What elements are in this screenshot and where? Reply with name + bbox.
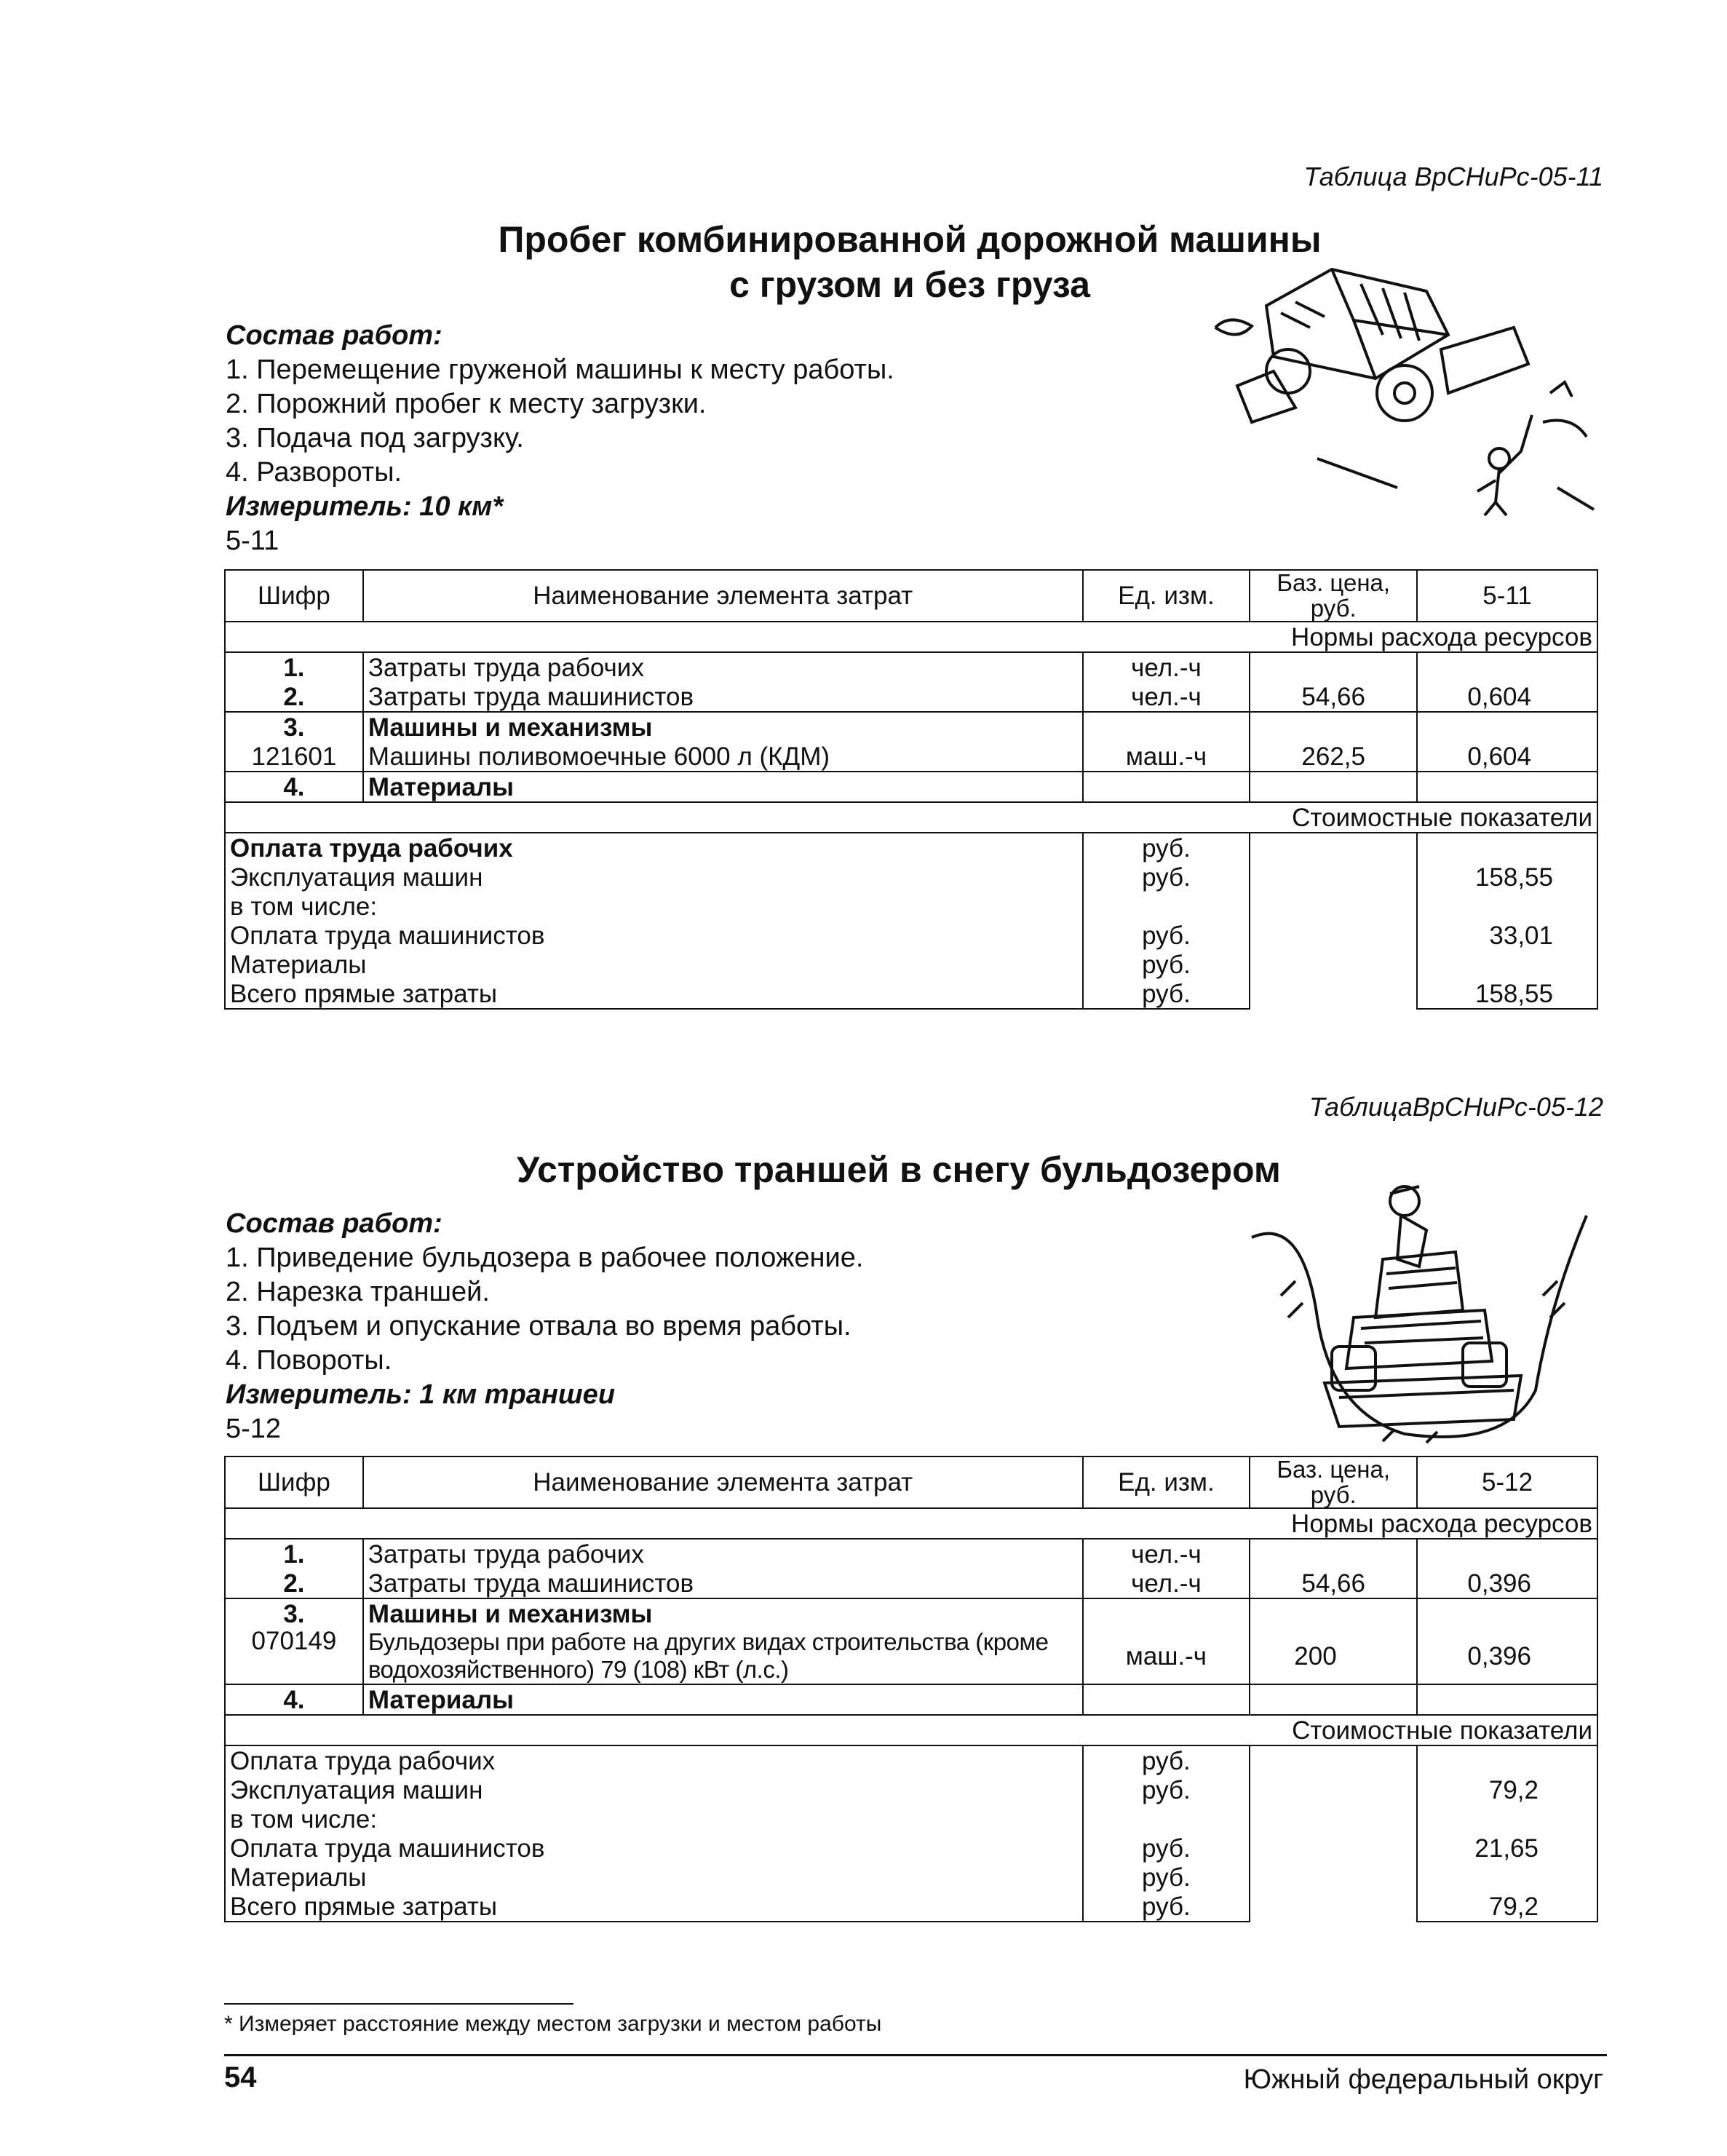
cost-unit: руб. <box>1083 1775 1250 1804</box>
meter-05-12: Измеритель: 1 км траншеи <box>226 1379 616 1410</box>
header-price: Баз. цена, руб. <box>1250 1457 1417 1508</box>
table-ref-05-11: Таблица ВрСНиРс-05-11 <box>1303 162 1603 191</box>
step-05-12-4: 4. Повороты. <box>226 1345 392 1376</box>
cost-unit: руб. <box>1083 921 1250 950</box>
table-ref-05-12: ТаблицаВрСНиРс-05-12 <box>1309 1092 1603 1122</box>
step-05-11-4: 4. Развороты. <box>226 457 402 488</box>
row-price: 262,5 <box>1250 742 1417 772</box>
table-row <box>225 682 1597 712</box>
cost-name: Всего прямые затраты <box>225 979 1083 1009</box>
title-05-11-line2: с грузом и без груза <box>729 264 1090 305</box>
title-05-12: Устройство траншей в снегу бульдозером <box>517 1149 1281 1190</box>
cost-name: Материалы <box>225 1863 1083 1892</box>
page-number: 54 <box>224 2061 257 2093</box>
header-name: Наименование элемента затрат <box>363 570 1083 622</box>
cost-name: Оплата труда машинистов <box>225 1834 1083 1863</box>
meter-05-11: Измеритель: 10 км* <box>226 491 504 522</box>
cost-unit: руб. <box>1083 833 1250 863</box>
composition-label-05-12: Состав работ: <box>226 1208 442 1239</box>
cost-unit: руб. <box>1083 1745 1250 1775</box>
row-name: Затраты труда машинистов <box>363 1569 1083 1598</box>
header-unit: Ед. изм. <box>1083 1457 1250 1508</box>
cost-unit: руб. <box>1083 950 1250 979</box>
table-row <box>225 1569 1597 1598</box>
row-price: 54,66 <box>1250 682 1417 712</box>
table-row <box>225 1628 1597 1684</box>
cost-value: 79,2 <box>1417 1775 1597 1804</box>
norms-label-row <box>225 1508 1597 1539</box>
row-value: 0,396 <box>1417 1628 1597 1684</box>
cost-row <box>225 833 1597 863</box>
cost-label: Стоимостные показатели <box>225 1715 1597 1745</box>
row-unit: маш.-ч <box>1083 742 1250 772</box>
table-row <box>225 1684 1597 1715</box>
cost-unit: руб. <box>1083 1892 1250 1922</box>
row-num: 4. <box>225 1684 363 1715</box>
row-value: 0,396 <box>1417 1569 1597 1598</box>
header-norm: 5-12 <box>1417 1457 1597 1508</box>
step-05-12-2: 2. Нарезка траншей. <box>226 1277 490 1307</box>
composition-label-05-11: Состав работ: <box>226 320 442 351</box>
title-05-11-line1: Пробег комбинированной дорожной машины <box>498 219 1322 260</box>
cost-unit: руб. <box>1083 1834 1250 1863</box>
row-name: Машины и механизмы <box>363 712 1083 742</box>
cost-value: 79,2 <box>1417 1892 1597 1922</box>
cost-name: Оплата труда рабочих <box>225 833 1083 863</box>
step-05-11-1: 1. Перемещение груженой машины к месту работы. <box>226 354 894 385</box>
row-num: 4. <box>225 772 363 802</box>
road-machine-illustration <box>1208 240 1601 517</box>
cost-label-row <box>225 802 1597 833</box>
step-05-12-3: 3. Подъем и опускание отвала во время работы. <box>226 1311 851 1341</box>
footer-rule <box>224 2054 1607 2056</box>
cost-name: Всего прямые затраты <box>225 1892 1083 1922</box>
table-row <box>225 1598 1597 1628</box>
region-name: Южный федеральный округ <box>1243 2064 1603 2095</box>
row-unit: чел.-ч <box>1083 1569 1250 1598</box>
table-row <box>225 712 1597 742</box>
cost-value: 21,65 <box>1417 1834 1597 1863</box>
step-05-11-3: 3. Подача под загрузку. <box>226 423 524 453</box>
cost-unit: руб. <box>1083 863 1250 892</box>
row-name: Материалы <box>363 1684 1083 1715</box>
row-value <box>1417 652 1597 682</box>
code-05-11: 5-11 <box>226 526 279 556</box>
row-value: 0,604 <box>1417 742 1597 772</box>
row-unit: чел.-ч <box>1083 682 1250 712</box>
row-unit: чел.-ч <box>1083 652 1250 682</box>
table-row <box>225 772 1597 802</box>
cost-value: 33,01 <box>1417 921 1597 950</box>
table-header-row <box>225 570 1597 622</box>
cost-unit: руб. <box>1083 1863 1250 1892</box>
row-name: Затраты труда машинистов <box>363 682 1083 712</box>
row-num: 2. <box>225 682 363 712</box>
row-unit: чел.-ч <box>1083 1539 1250 1569</box>
table-row <box>225 652 1597 682</box>
cost-unit: руб. <box>1083 979 1250 1009</box>
row-name: Бульдозеры при работе на других видах строительства (кроме водохозяйственного) 79 (108) кВт (л.с.) <box>363 1628 1083 1684</box>
header-norm: 5-11 <box>1417 570 1597 622</box>
row-num: 1. <box>225 652 363 682</box>
header-cipher: Шифр <box>225 1457 363 1508</box>
header-name: Наименование элемента затрат <box>363 1457 1083 1508</box>
cost-name: Материалы <box>225 950 1083 979</box>
step-05-11-2: 2. Порожний пробег к месту загрузки. <box>226 389 707 419</box>
step-05-12-1: 1. Приведение бульдозера в рабочее положение. <box>226 1243 864 1273</box>
row-value: 0,604 <box>1417 682 1597 712</box>
cost-name: в том числе: <box>225 1804 1083 1834</box>
cost-value: 158,55 <box>1417 863 1597 892</box>
cost-name: Эксплуатация машин <box>225 863 1083 892</box>
cost-name: Эксплуатация машин <box>225 1775 1083 1804</box>
norms-label-row <box>225 622 1597 652</box>
norms-table-05-12 <box>224 1456 1598 1922</box>
footnote-rule <box>224 2003 573 2005</box>
row-price <box>1250 1539 1417 1569</box>
row-name: Затраты труда рабочих <box>363 652 1083 682</box>
table-row <box>225 742 1597 772</box>
cost-row <box>225 1745 1597 1775</box>
row-value <box>1417 1539 1597 1569</box>
cost-name: в том числе: <box>225 892 1083 921</box>
row-price <box>1250 652 1417 682</box>
cost-value <box>1417 833 1597 863</box>
row-num: 2. <box>225 1569 363 1598</box>
row-name: Машины и механизмы <box>363 1598 1083 1628</box>
row-num: 1. <box>225 1539 363 1569</box>
header-unit: Ед. изм. <box>1083 570 1250 622</box>
header-cipher: Шифр <box>225 570 363 622</box>
table-header-row <box>225 1457 1597 1508</box>
row-name: Материалы <box>363 772 1083 802</box>
norms-label: Нормы расхода ресурсов <box>225 1508 1597 1539</box>
row-price: 200 <box>1250 1628 1417 1684</box>
cost-name: Оплата труда рабочих <box>225 1745 1083 1775</box>
norms-label: Нормы расхода ресурсов <box>225 622 1597 652</box>
cost-value <box>1417 1745 1597 1775</box>
footnote: * Измеряет расстояние между местом загрузки и местом работы <box>224 2012 882 2036</box>
norms-table-05-11 <box>224 569 1598 1010</box>
cost-label: Стоимостные показатели <box>225 802 1597 833</box>
bulldozer-illustration <box>1237 1172 1601 1456</box>
cost-name: Оплата труда машинистов <box>225 921 1083 950</box>
header-price: Баз. цена, руб. <box>1250 570 1417 622</box>
row-name: Затраты труда рабочих <box>363 1539 1083 1569</box>
cost-label-row <box>225 1715 1597 1745</box>
row-num: 3. <box>225 712 363 742</box>
cost-value: 158,55 <box>1417 979 1597 1009</box>
table-row <box>225 1539 1597 1569</box>
row-unit: маш.-ч <box>1083 1628 1250 1684</box>
code-05-12: 5-12 <box>226 1414 282 1444</box>
row-num: 3. <box>225 1598 363 1628</box>
row-num: 121601 <box>225 742 363 772</box>
row-name: Машины поливомоечные 6000 л (КДМ) <box>363 742 1083 772</box>
row-num: 070149 <box>225 1628 363 1684</box>
row-price: 54,66 <box>1250 1569 1417 1598</box>
